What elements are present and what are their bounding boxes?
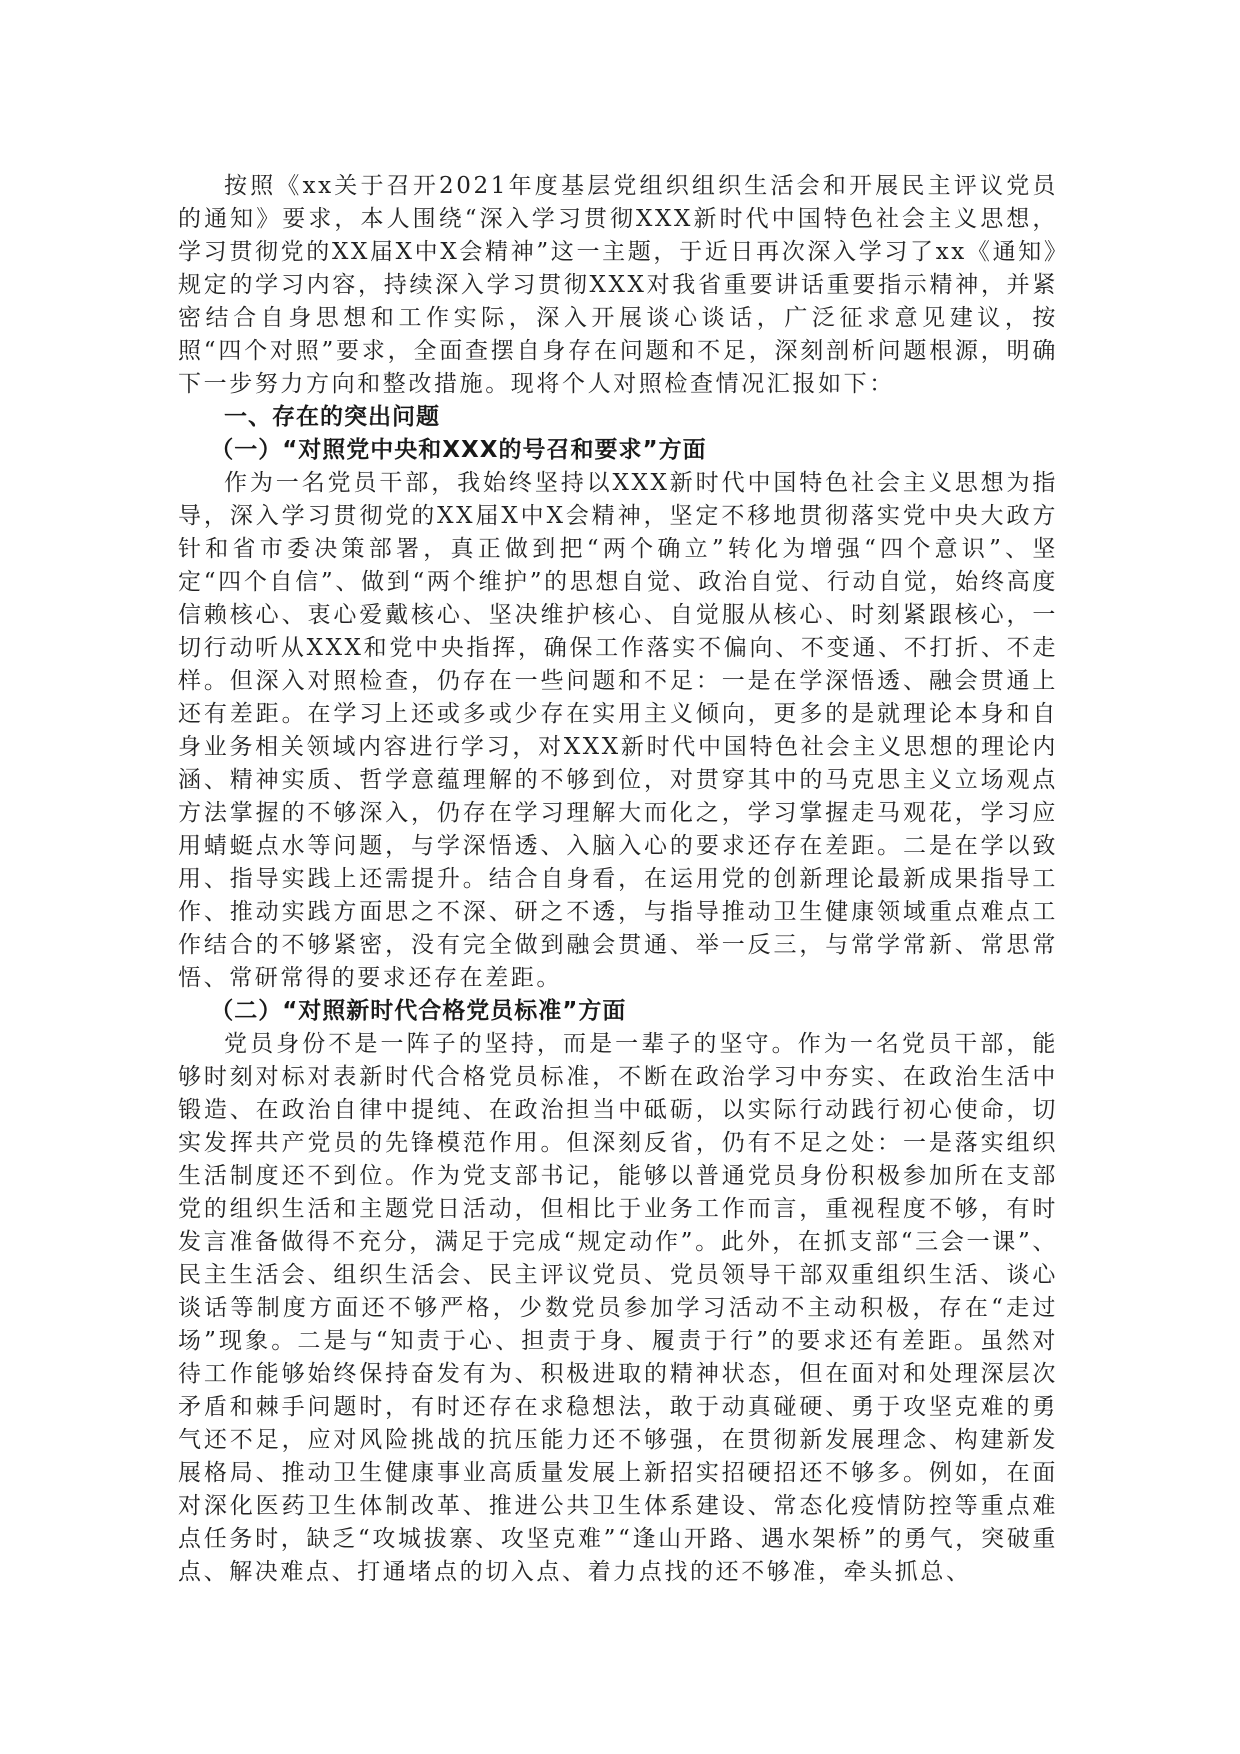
section-heading-problems: 一、存在的突出问题 (224, 404, 440, 430)
subsection-1-paragraph: 作为一名党员干部，我始终坚持以XXX新时代中国特色社会主义思想为指导，深入学习贯彻党的XX届X中X会精神，坚定不移地贯彻落实党中央大政方针和省市委决策部署，真正做到把“两个确立”转化为增强“四个意识”、坚定“四个自信”、做到“两个维护”的思想自觉、政治自觉、行动自觉，始终高度信赖核心、衷心爱戴核心、坚决维护核心、自觉服从核心、时刻紧跟核心，一切行动听从XXX和党中央指挥，确保工作落实不偏向、不变通、不打折、不走样。但深入对照检查，仍存在一些问题和不足：一是在学深悟透、融会贯通上还有差距。在学习上还或多或少存在实用主义倾向，更多的是就理论本身和自身业务相关领域内容进行学习，对XXX新时代中国特色社会主义思想的理论内涵、精神实质、哲学意蕴理解的不够到位，对贯穿其中的马克思主义立场观点方法掌握的不够深入，仍存在学习理解大而化之，学习掌握走马观花，学习应用蜻蜓点水等问题，与学深悟透、入脑入心的要求还存在差距。二是在学以致用、指导实践上还需提升。结合自身看，在运用党的创新理论最新成果指导工作、推动实践方面思之不深、研之不透，与指导推动卫生健康领域重点难点工作结合的不够紧密，没有完全做到融会贯通、举一反三，与常学常新、常思常悟、常研常得的要求还存在差距。 (178, 470, 1058, 991)
subsection-heading-1: （一）“对照党中央和XXX的号召和要求”方面 (210, 437, 707, 463)
intro-paragraph: 按照《xx关于召开2021年度基层党组织组织生活会和开展民主评议党员的通知》要求，本人围绕“深入学习贯彻XXX新时代中国特色社会主义思想，学习贯彻党的XX届X中X会精神”这一主题，于近日再次深入学习了xx《通知》规定的学习内容，持续深入学习贯彻XXX对我省重要讲话重要指示精神，并紧密结合自身思想和工作实际，深入开展谈心谈话，广泛征求意见建议，按照“四个对照”要求，全面查摆自身存在问题和不足，深刻剖析问题根源，明确下一步努力方向和整改措施。现将个人对照检查情况汇报如下： (178, 173, 1058, 397)
document-page (178, 170, 1058, 1589)
subsection-heading-2: （二）“对照新时代合格党员标准”方面 (210, 998, 627, 1024)
subsection-2-paragraph: 党员身份不是一阵子的坚持，而是一辈子的坚守。作为一名党员干部，能够时刻对标对表新时代合格党员标准，不断在政治学习中夯实、在政治生活中锻造、在政治自律中提纯、在政治担当中砥砺，以实际行动践行初心使命，切实发挥共产党员的先锋模范作用。但深刻反省，仍有不足之处：一是落实组织生活制度还不到位。作为党支部书记，能够以普通党员身份积极参加所在支部党的组织生活和主题党日活动，但相比于业务工作而言，重视程度不够，有时发言准备做得不充分，满足于完成“规定动作”。此外，在抓支部“三会一课”、民主生活会、组织生活会、民主评议党员、党员领导干部双重组织生活、谈心谈话等制度方面还不够严格，少数党员参加学习活动不主动积极，存在“走过场”现象。二是与“知责于心、担责于身、履责于行”的要求还有差距。虽然对待工作能够始终保持奋发有为、积极进取的精神状态，但在面对和处理深层次矛盾和棘手问题时，有时还存在求稳想法，敢于动真碰硬、勇于攻坚克难的勇气还不足，应对风险挑战的抗压能力还不够强，在贯彻新发展理念、构建新发展格局、推动卫生健康事业高质量发展上新招实招硬招还不够多。例如，在面对深化医药卫生体制改革、推进公共卫生体系建设、常态化疫情防控等重点难点任务时，缺乏“攻城拔寨、攻坚克难”“逢山开路、遇水架桥”的勇气，突破重点、解决难点、打通堵点的切入点、着力点找的还不够准，牵头抓总、 (178, 1031, 1058, 1585)
